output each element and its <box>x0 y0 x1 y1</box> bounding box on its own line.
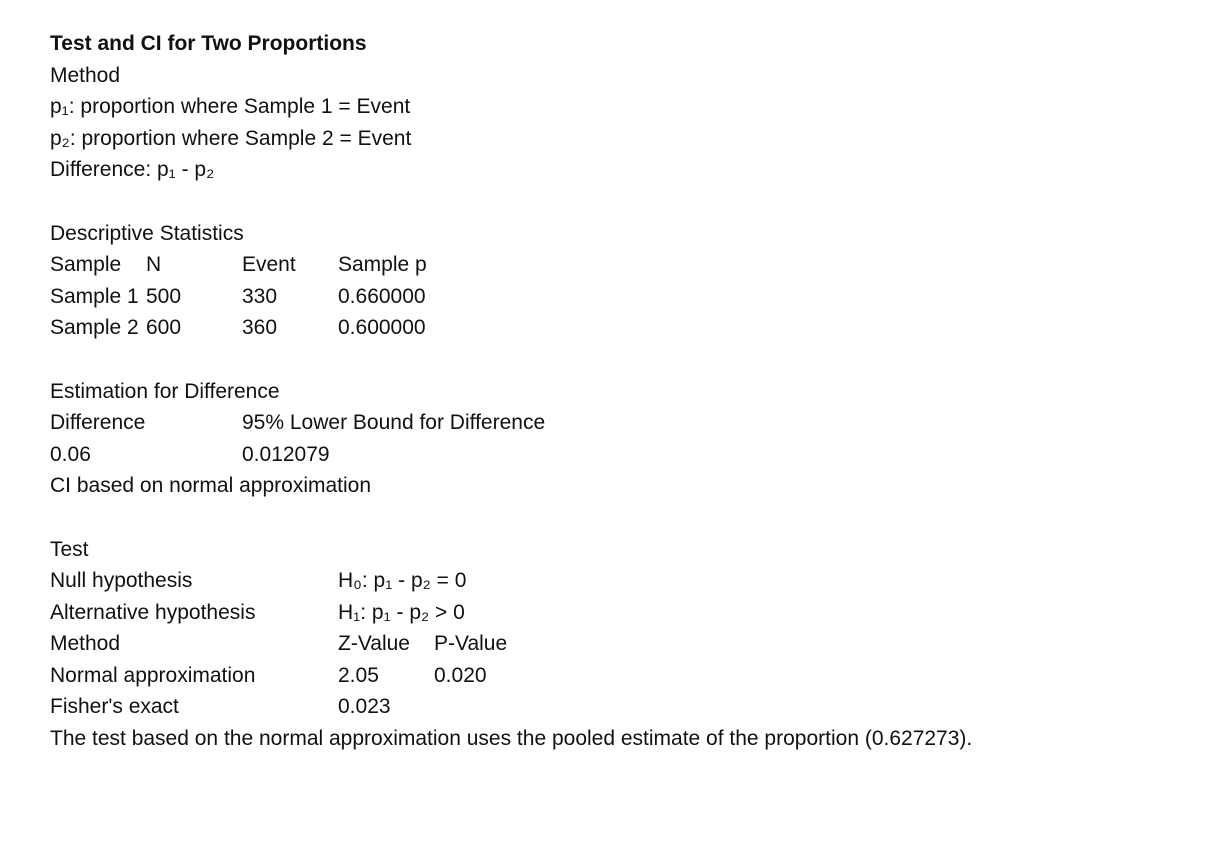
col-header-sample-p: Sample p <box>338 253 427 277</box>
alternative-hypothesis-row <box>50 597 1170 629</box>
col-header-p-value: P-Value <box>434 632 508 656</box>
alternative-hypothesis-label: Alternative hypothesis <box>50 600 256 624</box>
estimation-header-row <box>50 407 1170 439</box>
null-hypothesis-value: H₀: p₁ - p₂ = 0 <box>338 569 467 593</box>
null-hypothesis-row <box>50 565 1170 597</box>
cell-method: Normal approximation <box>50 663 256 687</box>
table-row <box>50 660 1170 692</box>
cell-z-value: 2.05 <box>338 663 379 687</box>
method-heading: Method <box>50 63 121 87</box>
table-row <box>50 312 1170 344</box>
col-header-event: Event <box>242 253 296 277</box>
col-header-difference: Difference <box>50 411 146 435</box>
col-header-method: Method <box>50 632 121 656</box>
cell-sample-p: 0.600000 <box>338 316 426 340</box>
test-header-row <box>50 628 1170 660</box>
estimation-heading: Estimation for Difference <box>50 379 280 403</box>
estimation-note: CI based on normal approximation <box>50 474 372 498</box>
table-row <box>50 439 1170 471</box>
cell-n: 600 <box>146 316 182 340</box>
cell-sample-p: 0.660000 <box>338 284 426 308</box>
method-line-difference: Difference: p₁ - p₂ <box>50 158 215 182</box>
table-row <box>50 281 1170 313</box>
alternative-hypothesis-value: H₁: p₁ - p₂ > 0 <box>338 600 465 624</box>
method-line-p2: p₂: proportion where Sample 2 = Event <box>50 126 412 150</box>
spacer <box>50 502 1170 534</box>
descriptive-header-row <box>50 249 1170 281</box>
null-hypothesis-label: Null hypothesis <box>50 569 193 593</box>
cell-sample: Sample 1 <box>50 284 139 308</box>
cell-n: 500 <box>146 284 182 308</box>
cell-lower-bound: 0.012079 <box>242 442 330 466</box>
test-note: The test based on the normal approximation uses the pooled estimate of the proportion (0.627273). <box>50 727 973 751</box>
cell-p-value: 0.020 <box>434 663 487 687</box>
spacer <box>50 344 1170 376</box>
col-header-lower-bound: 95% Lower Bound for Difference <box>242 411 546 435</box>
output-title: Test and CI for Two Proportions <box>50 32 367 55</box>
minitab-output <box>50 28 1170 755</box>
descriptive-heading: Descriptive Statistics <box>50 221 244 245</box>
cell-method: Fisher's exact <box>50 695 179 719</box>
cell-event: 360 <box>242 316 278 340</box>
cell-sample: Sample 2 <box>50 316 139 340</box>
method-line-p1: p₁: proportion where Sample 1 = Event <box>50 95 411 119</box>
cell-event: 330 <box>242 284 278 308</box>
spacer <box>50 186 1170 218</box>
col-header-n: N <box>146 253 162 277</box>
cell-fisher-p-value: 0.023 <box>338 695 391 719</box>
cell-difference: 0.06 <box>50 442 91 466</box>
col-header-z-value: Z-Value <box>338 632 410 656</box>
table-row <box>50 691 1170 723</box>
col-header-sample: Sample <box>50 253 122 277</box>
test-heading: Test <box>50 537 89 561</box>
